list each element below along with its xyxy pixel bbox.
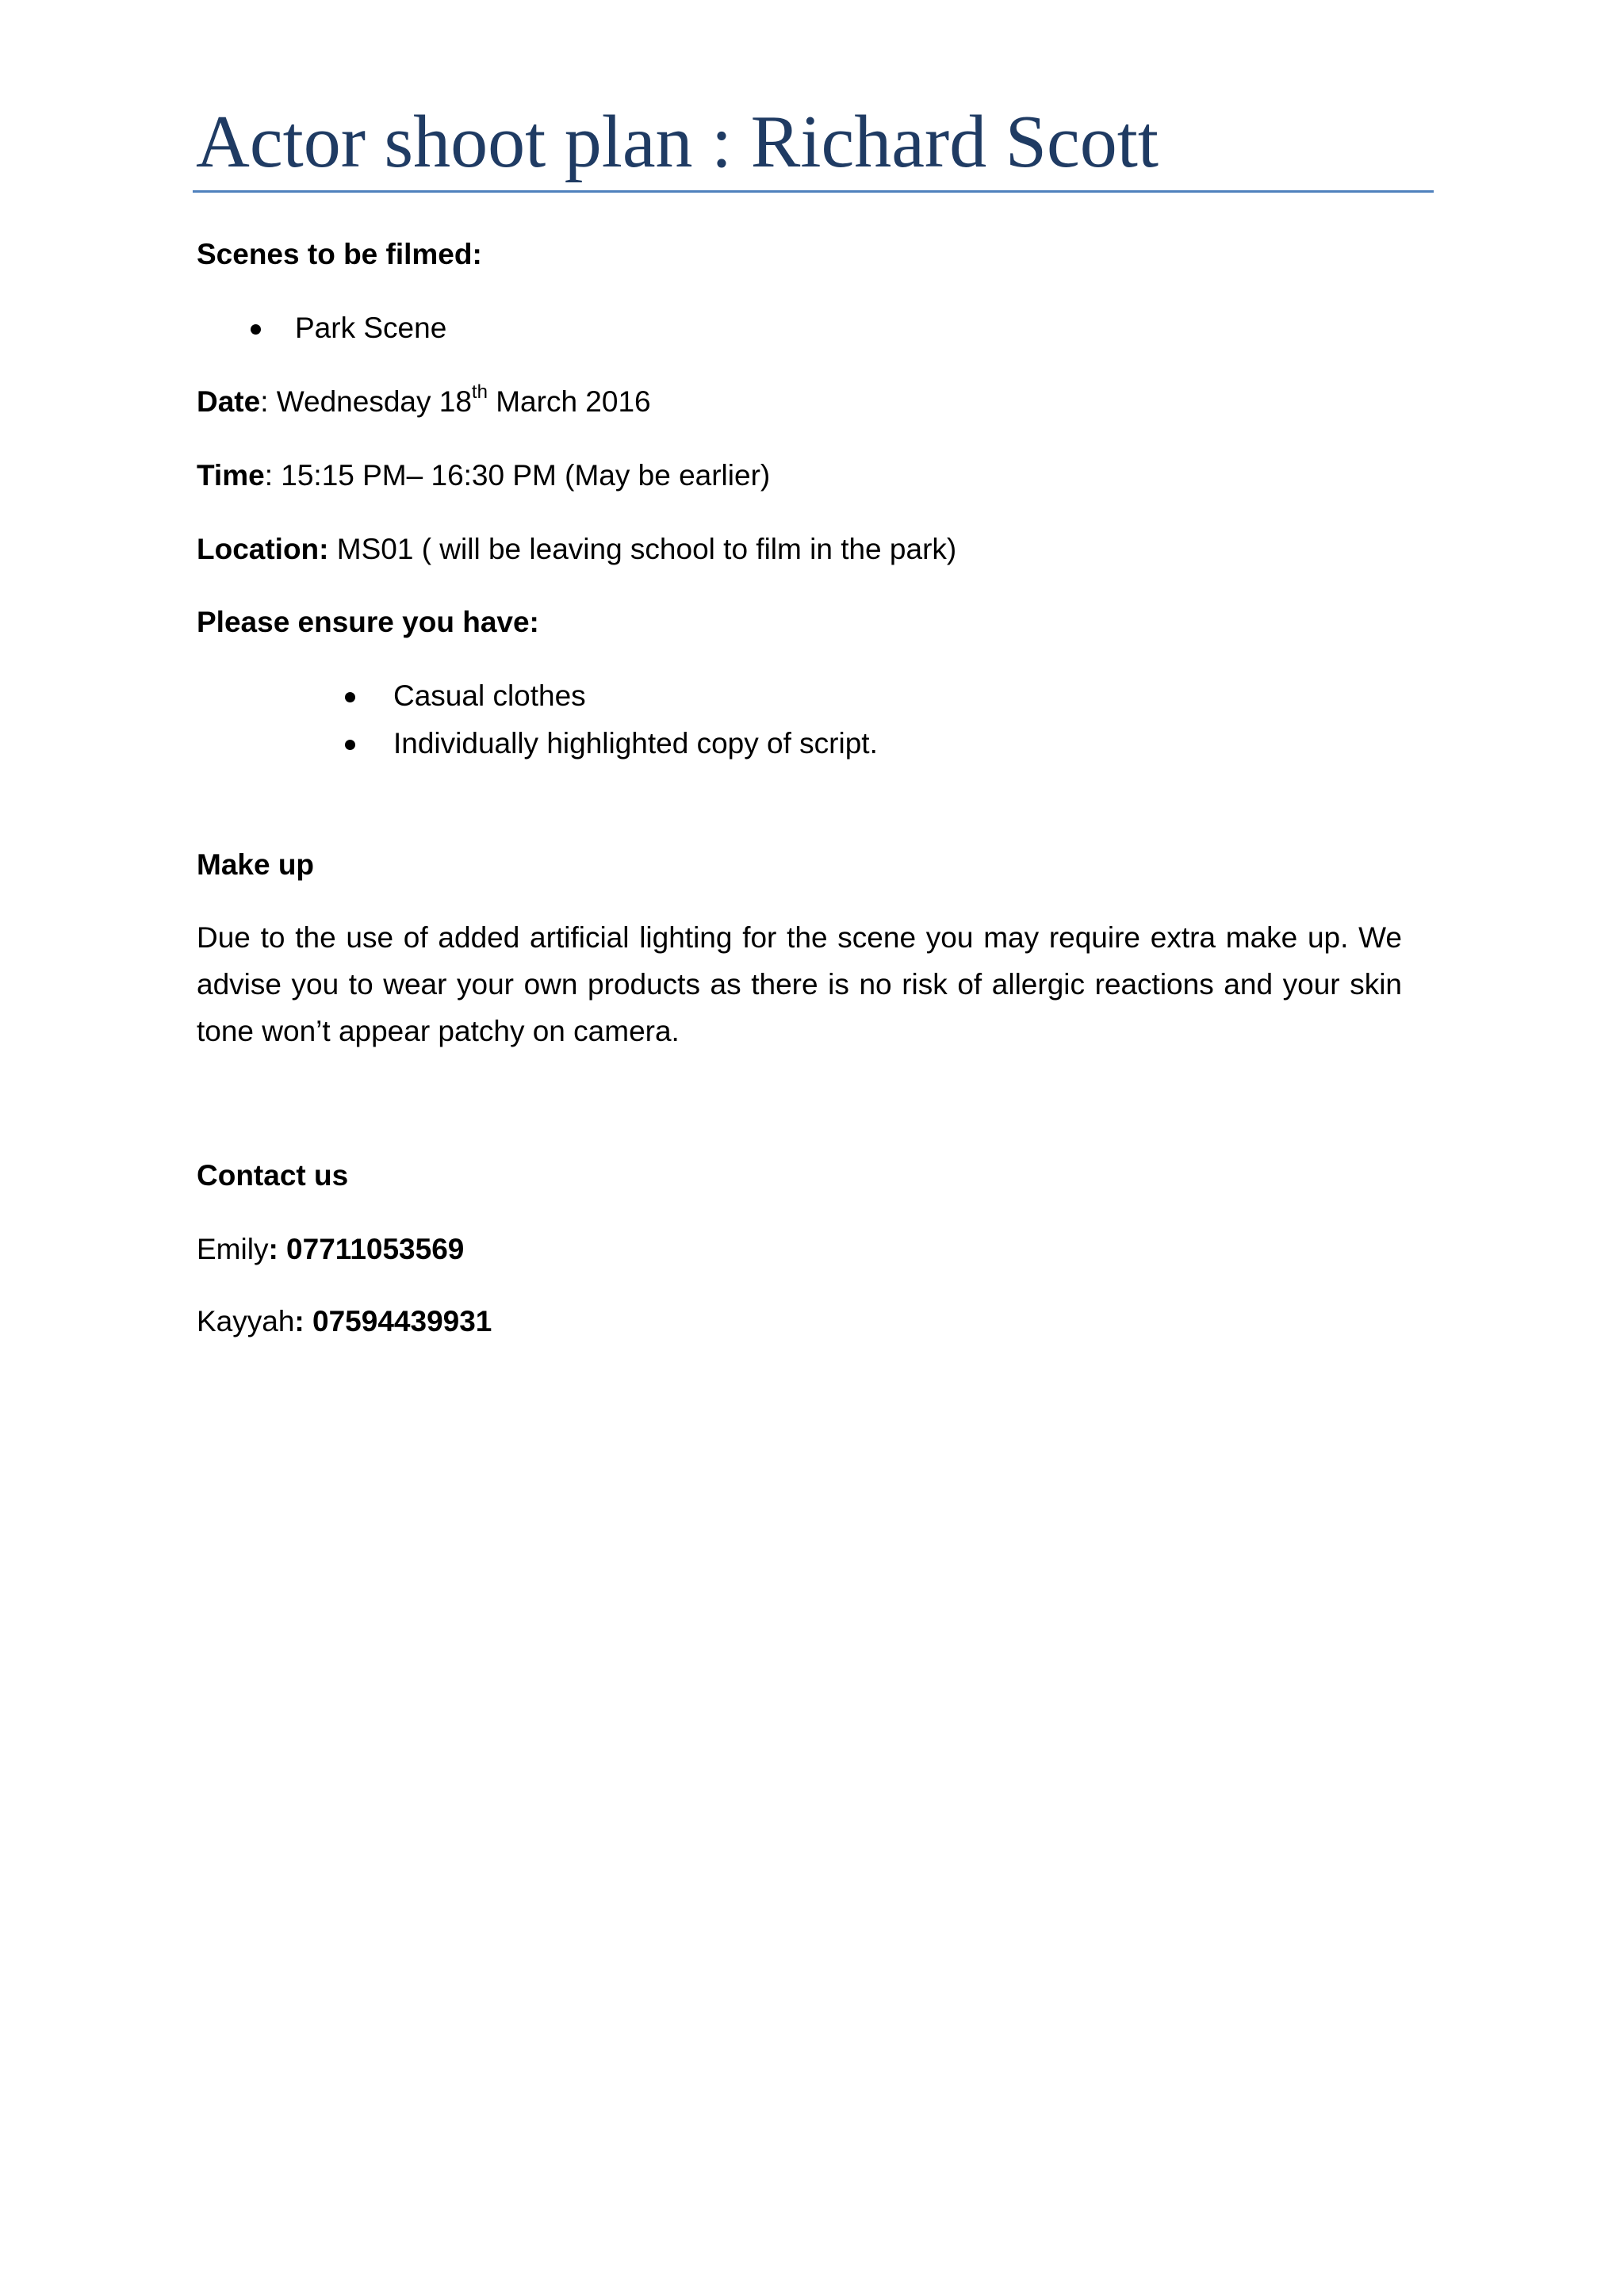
- date-line: [197, 381, 651, 420]
- location-line: [197, 531, 956, 568]
- time-label: Time: [197, 459, 265, 492]
- makeup-paragraph: Due to the use of added artificial lighting for the scene you may require extra make up. We advise you to wear your own products as there is no risk of allergic reactions and your skin tone won’t appear patchy on camera.: [197, 921, 1402, 1047]
- bullet-icon: [251, 324, 261, 335]
- contact-kayyah: [197, 1303, 492, 1340]
- bullet-icon: [345, 692, 355, 702]
- contact-name: Kayyah: [197, 1305, 295, 1337]
- makeup-heading: Make up: [197, 848, 315, 881]
- time-value: : 15:15 PM– 16:30 PM (May be earlier): [264, 459, 771, 492]
- contact-number: : 07711053569: [268, 1233, 465, 1265]
- location-value: MS01 ( will be leaving school to film in the park): [328, 533, 957, 565]
- page-title: Actor shoot plan : Richard Scott: [196, 101, 1159, 183]
- ensure-item: Individually highlighted copy of script.: [393, 727, 878, 760]
- time-line: [197, 457, 770, 494]
- ensure-item: Casual clothes: [393, 679, 586, 712]
- location-label: Location:: [197, 533, 329, 565]
- scene-item: Park Scene: [295, 312, 447, 344]
- contact-number: : 07594439931: [294, 1305, 492, 1337]
- title-underline: [193, 190, 1434, 193]
- date-value-suffix: March 2016: [487, 385, 651, 418]
- date-label: Date: [197, 385, 261, 418]
- scenes-heading: Scenes to be filmed:: [197, 238, 482, 270]
- ensure-heading: Please ensure you have:: [197, 606, 539, 638]
- bullet-icon: [345, 740, 355, 750]
- date-ordinal: th: [471, 381, 488, 403]
- contact-emily: [197, 1231, 464, 1268]
- contact-name: Emily: [197, 1233, 269, 1265]
- contact-heading: Contact us: [197, 1159, 349, 1192]
- date-value: : Wednesday 18: [260, 385, 472, 418]
